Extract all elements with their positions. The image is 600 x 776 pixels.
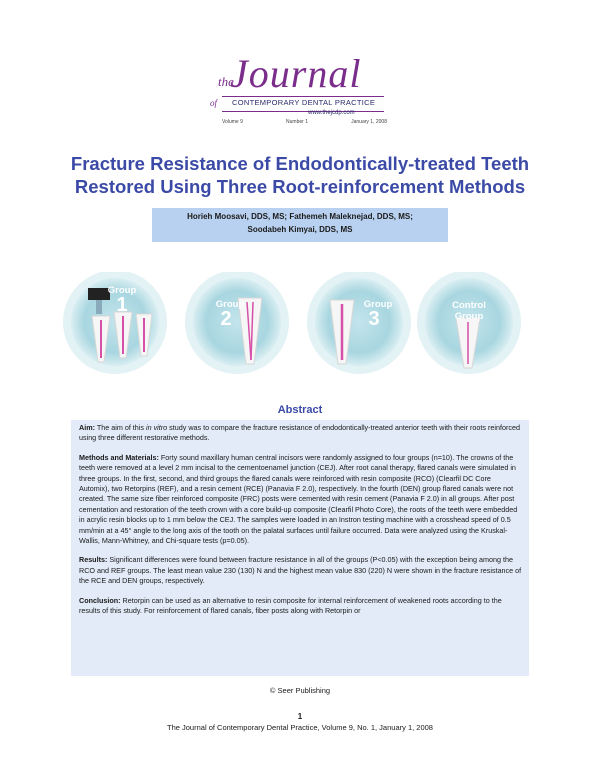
methods-label: Methods and Materials: <box>79 452 159 462</box>
authors-line-1: Horieh Moosavi, DDS, MS; Fathemeh Maleknejad, DDS, MS; <box>187 212 413 221</box>
group-3-number: 3 <box>368 308 380 330</box>
journal-masthead <box>208 52 392 128</box>
aim-label: Aim: <box>79 423 95 432</box>
abstract-results <box>79 555 522 586</box>
group-illustration-svg <box>0 272 600 382</box>
masthead-of: of <box>210 98 218 108</box>
syringe-tip <box>96 300 102 314</box>
masthead-journal: Journal <box>230 51 362 96</box>
authors-line-2: Soodabeh Kimyai, DDS, MS <box>247 225 353 234</box>
group-1-label: Group <box>107 285 137 296</box>
conclusion-label: Conclusion: <box>79 595 121 605</box>
authors-box <box>152 208 448 242</box>
page-number: 1 <box>297 712 303 721</box>
group-3-label: Group <box>363 299 393 310</box>
aim-text-2: study was to compare the fracture resistance of endodontically-treated anterior teeth with their roots reinforced using three different restorative methods. <box>79 423 520 443</box>
group-1-number: 1 <box>116 294 128 316</box>
control-group-sublabel: Group <box>454 311 484 322</box>
group-2-label: Group <box>215 299 245 310</box>
control-group-figure <box>417 272 521 374</box>
masthead-issue <box>222 119 387 125</box>
masthead-date: January 1, 2008 <box>351 119 387 125</box>
abstract-aim <box>79 423 522 444</box>
aim-text-1: The aim of this <box>96 423 144 432</box>
masthead-the: the <box>218 74 234 89</box>
group-illustration <box>0 272 600 382</box>
group-3-figure <box>307 272 411 374</box>
abstract-methods <box>79 453 522 547</box>
conclusion-text: Retorpin can be used as an alternative to resin composite for internal reinforcement of weakened roots according to the results of this study. For reinforcement of flared canals, fiber posts along with Retorpin or <box>79 595 502 616</box>
title-line-1: Fracture Resistance of Endodontically-treated Teeth <box>70 153 530 174</box>
title-line-2: Restored Using Three Root-reinforcement Methods <box>74 176 526 197</box>
group-2-number: 2 <box>220 308 232 330</box>
masthead-url: www.thejcdp.com <box>308 110 355 116</box>
methods-text: Forty sound maxillary human central incisors were randomly assigned to four groups (n=10). The crowns of the teeth were removed at a level 2 mm incisal to the cementoenamel junction (CEJ). After root canal therapy, flared canals were simulated in three groups. In the first, second, and third groups the flared canals were reinforced with resin composite (RCO) (Clearfil DC Core Automix), two Retorpins (REF), and a resin cement (RCE) (Panavia F 2.0), respectively. In the fourth (DEN) group flared canals were not created. The same size fiber reinforced composite (FRC) posts were cemented with resin cement (Panavia F 2.0) in all groups. After post cementation and restoration of the teeth crown with a core build-up composite (Clearfil Photo Core), the roots of the teeth were embedded in acrylic resin blocks up to 1 mm below the CEJ. The samples were loaded in an Instron testing machine with a crosshead speed of 0.5 mm/min at a 45° angle to the long axis of the tooth on the palatal surfaces until failure occurred. Data were analyzed using the Kruskal-Wallis, Mann-Whitney, and Chi-square tests (p=0.05). <box>79 452 518 546</box>
abstract-heading: Abstract <box>277 404 323 416</box>
control-group-label: Control <box>452 300 486 311</box>
publisher-credit: © Seer Publishing <box>269 686 331 695</box>
masthead-volume: Volume 9 <box>222 119 243 125</box>
results-text: Significant differences were found between fracture resistance in all of the groups (P<0.05) with the exception being among the RCO and REF groups. The least mean value 230 (130) N and the highest mean value 830 (220) N were shown in the fracture resistance of the RCE and DEN groups, respectively. <box>79 555 522 586</box>
masthead-subtitle: CONTEMPORARY DENTAL PRACTICE <box>232 98 376 107</box>
group-3-circle <box>315 278 403 366</box>
abstract-box <box>71 420 529 676</box>
masthead-number: Number 1 <box>286 119 308 125</box>
results-label: Results: <box>79 555 108 565</box>
aim-italic: in vitro <box>146 423 168 432</box>
abstract-conclusion <box>79 596 522 617</box>
journal-footer: The Journal of Contemporary Dental Practice, Volume 9, No. 1, January 1, 2008 <box>167 723 433 732</box>
article-title <box>30 152 570 198</box>
